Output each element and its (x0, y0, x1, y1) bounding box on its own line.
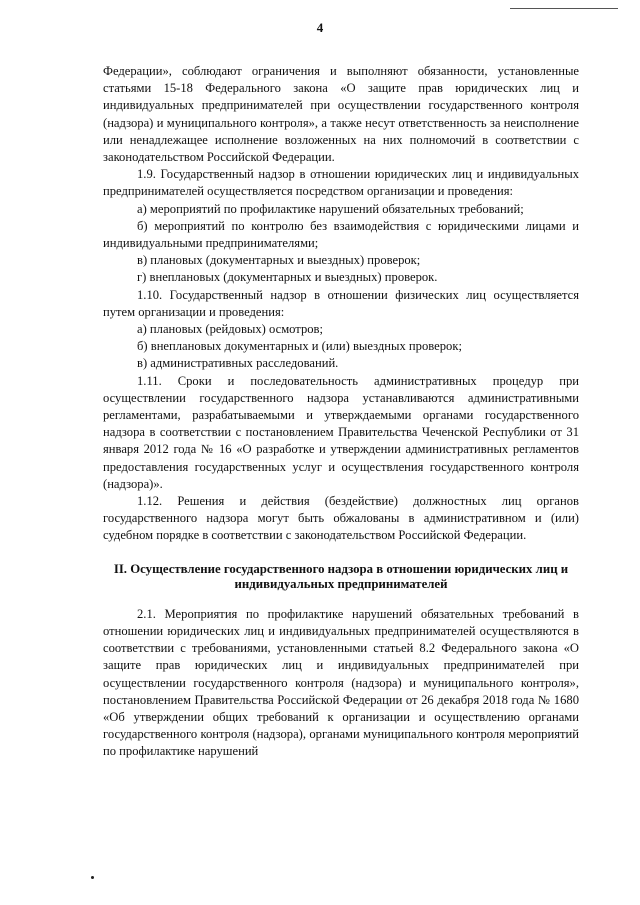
list-item-1-10-a: а) плановых (рейдовых) осмотров; (137, 322, 324, 337)
document-body (103, 63, 579, 761)
list-item-1-9-c: в) плановых (документарных и выездных) проверок; (137, 253, 421, 268)
paragraph-1-10: 1.10. Государственный надзор в отношении физических лиц осуществляется путем организации и проведения: (103, 287, 579, 319)
list-item-1-9-a: а) мероприятий по профилактике нарушений обязательных требований; (137, 201, 524, 216)
list-item-1-9-d: г) внеплановых (документарных и выездных) проверок. (137, 270, 438, 285)
section-heading: II. Осуществление государственного надзора в отношении юридических лиц и индивидуальных предпринимателей (113, 561, 569, 591)
paragraph-1-11: 1.11. Сроки и последовательность административных процедур при осуществлении государственного надзора устанавливаются административными регламентами, разрабатываемыми и утверждаемыми органами государственного надзора в соответствии с постановлением Правительства Чеченской Республики от 31 января 2012 года № 16 «О разработке и утверждении административных регламентов предоставления государственных услуг и осуществления государственного контроля (надзора)». (103, 373, 579, 491)
page-number: 4 (316, 20, 324, 35)
scan-dot-mark (91, 876, 94, 879)
list-item-1-9-b: б) мероприятий по контролю без взаимодействия с юридическими лицами и индивидуальными предпринимателями; (103, 218, 579, 251)
paragraph-1-9: 1.9. Государственный надзор в отношении юридических лиц и индивидуальных предпринимателей осуществляется посредством организации и проведения: (103, 167, 579, 199)
list-item-1-10-b: б) внеплановых документарных и (или) выездных проверок; (137, 339, 462, 354)
section-gap (103, 592, 579, 606)
paragraph-2-1: 2.1. Мероприятия по профилактике нарушений обязательных требований в отношении юридических лиц и индивидуальных предпринимателей осуществляются в соответствии с требованиями, установленными статьей 8.2 Федерального закона «О защите прав юридических лиц и индивидуальных предпринимателей при осуществлении государственного контроля (надзора) и муниципального контроля», постановлением Правительства Российской Федерации от 26 декабря 2018 года № 1680 «Об утверждении общих требований к организации и осуществлению органами государственного контроля (надзора), органами муниципального контроля мероприятий по профилактике нарушений (103, 606, 579, 759)
list-item-1-10-c: в) административных расследований. (137, 356, 339, 371)
paragraph-continuation: Федерации», соблюдают ограничения и выполняют обязанности, установленные статьями 15-18 Федерального закона «О защите прав юридических лиц и индивидуальных предпринимателей при осуществлении государственного контроля (надзора) и муниципального контроля», а также несут ответственность за неисполнение или ненадлежащее исполнение возложенных на них полномочий в соответствии с законодательством Российской Федерации. (103, 64, 579, 165)
paragraph-1-12: 1.12. Решения и действия (бездействие) должностных лиц органов государственного надзора могут быть обжалованы в административном и (или) судебном порядке в соответствии с законодательством Российской Федерации. (103, 494, 579, 543)
top-rule (510, 8, 618, 9)
section-gap (103, 545, 579, 562)
